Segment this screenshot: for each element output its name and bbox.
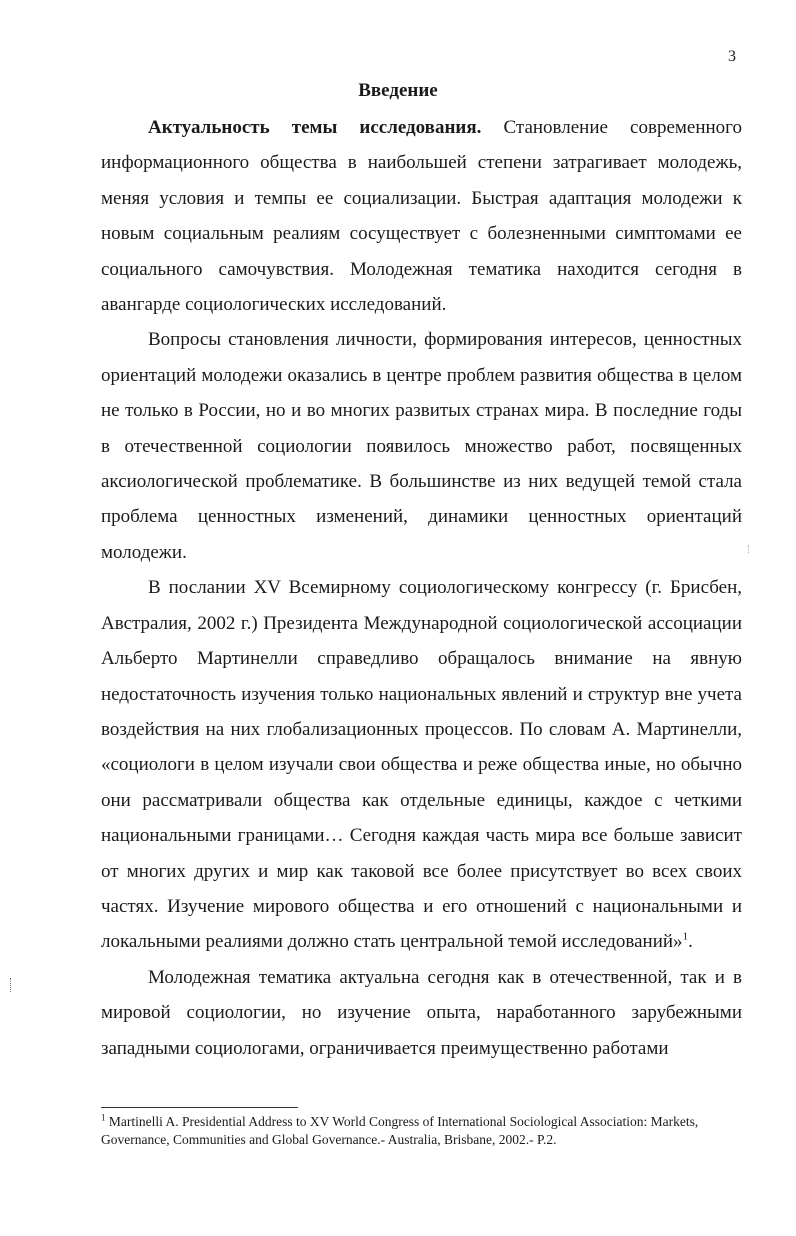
footnote-divider bbox=[101, 1107, 298, 1108]
footnote-number: 1 bbox=[101, 1112, 106, 1123]
paragraph-3 bbox=[101, 570, 742, 959]
paragraph-1-lead: Актуальность темы исследования. bbox=[148, 117, 482, 138]
paragraph-2: Вопросы становления личности, формирования интересов, ценностных ориентаций молодежи оказались в центре проблем развития общества в целом не только в России, но и во многих развитых странах мира. В последние годы в отечественной социологии появилось множество работ, посвященных аксиологической проблематике. В большинстве из них ведущей темой стала проблема ценностных изменений, динамики ценностных ориентаций молодежи. bbox=[101, 329, 742, 563]
paragraph-3-end: . bbox=[688, 931, 693, 953]
footnote-reference[interactable]: 1 bbox=[682, 931, 689, 944]
scan-artifact bbox=[748, 545, 751, 553]
main-text bbox=[101, 110, 742, 1066]
paragraph-1 bbox=[101, 110, 742, 322]
footnote-text: Martinelli A. Presidential Address to XV World Congress of International Sociological Association: Markets, Governance, Communities and Global Governance.- Australia, Brisbane, 2002.- P.2. bbox=[101, 1114, 699, 1147]
page-title: Введение bbox=[358, 80, 438, 101]
paragraph-4: Молодежная тематика актуальна сегодня как в отечественной, так и в мировой социологии, но изучение опыта, наработанного зарубежными западными социологами, ограничивается преимущественно работами bbox=[101, 966, 742, 1059]
page-number: 3 bbox=[728, 48, 736, 65]
scan-artifact bbox=[10, 978, 14, 992]
paragraph-1-text: Становление современного информационного общества в наибольшей степени затрагивает молодежь, меняя условия и темпы ее социализации. Быстрая адаптация молодежи к новым социальным реалиям сосуществует с болезненными симптомами ее социального самочувствия. Молодежная тематика находится сегодня в авангарде социологических исследований. bbox=[101, 117, 742, 316]
paragraph-3-text: В послании XV Всемирному социологическому конгрессу (г. Брисбен, Австралия, 2002 г.) Президента Международной социологической ассоциации Альберто Мартинелли справедливо обращалось внимание на явную недостаточность изучения только национальных явлений и структур вне учета воздействия на них глобализационных процессов. По словам А. Мартинелли, «социологи в целом изучали свои общества и реже общества иные, но обычно они рассматривали общества как отдельные единицы, каждое с четкими национальными границами… Сегодня каждая часть мира все больше зависит от многих других и мир как таковой все более присутствует во всех своих частях. Изучение мирового общества и его отношений с национальными и локальными реалиями должно стать центральной темой исследований» bbox=[101, 577, 742, 953]
footnote bbox=[101, 1113, 742, 1149]
